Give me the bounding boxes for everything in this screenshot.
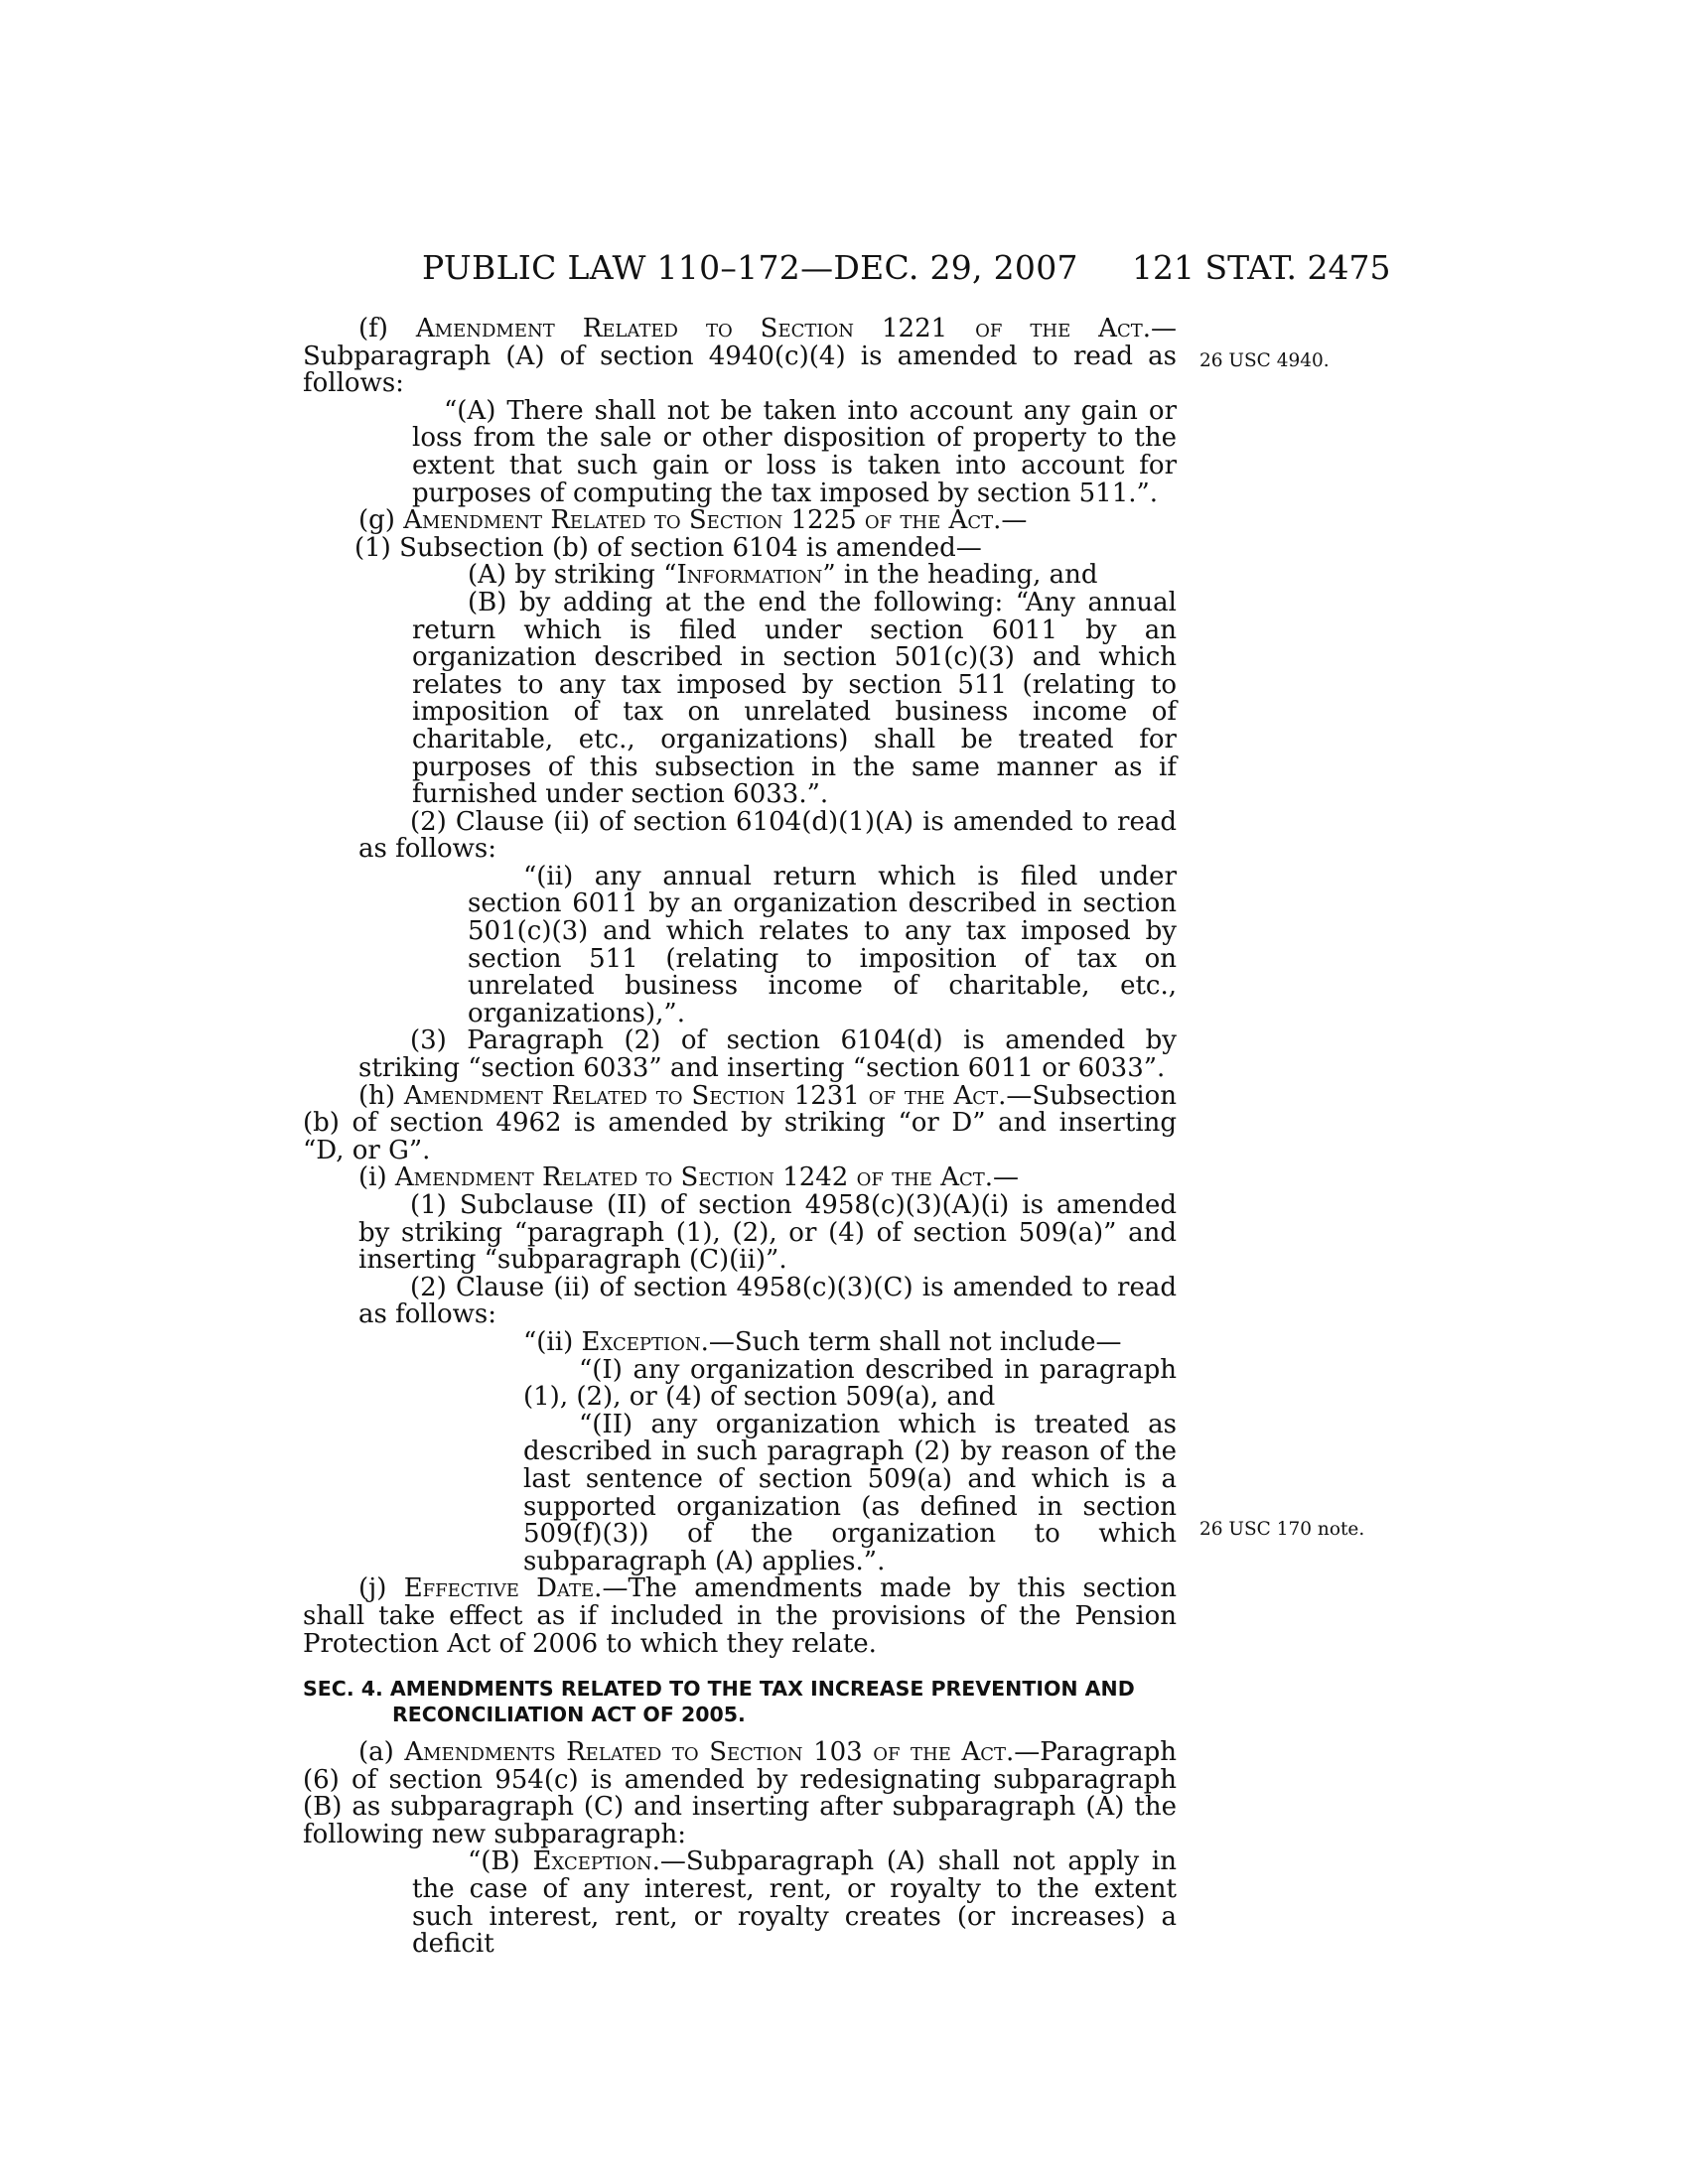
subsection-4a-heading: Amendments Related to Section 103 of the Act. <box>404 1737 1015 1768</box>
subsection-f-heading: Amendment Related to Section 1221 of the Act. <box>415 314 1151 343</box>
quoted-clause-ii: “(ii) any annual return which is filed under section 6011 by an organization described in section 501(c)(3) and which relates to any tax imposed by section 511 (relating to imposition of tax on unrelated business income of charitable, etc., organizations),”. <box>468 861 1177 1028</box>
paragraph-g3: (3) Paragraph (2) of section 6104(d) is amended by striking “section 6033” and inserting “section 6011 or 6033”. <box>358 1025 1177 1084</box>
subsection-i-heading: Amendment Related to Section 1242 of the Act. <box>394 1162 994 1193</box>
subparagraph-g1b: (B) by adding at the end the following: “Any annual return which is filed under section 6011 by an organization described in section 501(c)(3) and which relates to any tax imposed by section 511 (relating to imposition of tax on unrelated business income of charitable, etc., organizations) shall be treated for purposes of this subsection in the same manner as if furnished under section 6033.”. <box>412 587 1177 810</box>
quoted-exception: “(ii) Exception.—Such term shall not include— <box>523 1326 1122 1357</box>
quoted-subclause-I: “(I) any organization described in paragraph (1), (2), or (4) of section 509(a), and <box>523 1354 1177 1413</box>
quoted-exception-b: “(B) Exception.—Subparagraph (A) shall not apply in the case of any interest, rent, or royalty to the extent such interest, rent, or royalty creates (or increases) a deficit <box>412 1846 1177 1960</box>
subsection-j: (j) Effective Date.—The amendments made by this section shall take effect as if included in the provisions of the Pension Protection Act of 2006 to which they relate. <box>303 1573 1177 1659</box>
document-body <box>303 316 1177 1959</box>
paragraph-i1: (1) Subclause (II) of section 4958(c)(3)(A)(i) is amended by striking “paragraph (1), (2), or (4) of section 509(a)” and inserting “subparagraph (C)(ii)”. <box>358 1190 1177 1276</box>
subsection-h-heading: Amendment Related to Section 1231 of the Act. <box>403 1080 1007 1111</box>
subsection-g-heading: Amendment Related to Section 1225 of the Act. <box>403 505 1002 536</box>
paragraph-g1: (1) Subsection (b) of section 6104 is amended— <box>354 532 982 563</box>
subparagraph-g1a: (A) by striking “Information” in the heading, and <box>468 560 1098 591</box>
margin-note-usc-170: 26 USC 170 note. <box>1199 1519 1365 1540</box>
page-citation: 121 STAT. 2475 <box>1132 248 1391 287</box>
running-header-title: PUBLIC LAW 110–172—DEC. 29, 2007 <box>422 248 1078 287</box>
paragraph-g2: (2) Clause (ii) of section 6104(d)(1)(A) is amended to read as follows: <box>358 806 1177 865</box>
subsection-f: (f) Amendment Related to Section 1221 of the Act.—Subparagraph (A) of section 4940(c)(4) is amended to read as follows: <box>303 314 1177 399</box>
subsection-h: (h) Amendment Related to Section 1231 of the Act.—Subsection (b) of section 4962 is amended by striking “or D” and inserting “D, or G”. <box>303 1080 1178 1165</box>
subsection-g: (g) Amendment Related to Section 1225 of the Act.— <box>358 505 1028 536</box>
quoted-subclause-II: “(II) any organization which is treated as described in such paragraph (2) by reason of the last sentence of section 509(a) and which is a supported organization (as defined in section 509(f)(3)) of the organization to which subparagraph (A) applies.”. <box>523 1409 1177 1576</box>
subsection-i: (i) Amendment Related to Section 1242 of the Act.— <box>358 1162 1020 1193</box>
subsection-j-heading: Effective Date. <box>403 1573 603 1604</box>
paragraph-i2: (2) Clause (ii) of section 4958(c)(3)(C) is amended to read as follows: <box>358 1272 1177 1330</box>
subsection-4a: (a) Amendments Related to Section 103 of the Act.—Paragraph (6) of section 954(c) is amended by redesignating subparagraph (B) as subparagraph (C) and inserting after subparagraph (A) the following new subparagraph: <box>303 1737 1177 1849</box>
margin-note-usc-4940: 26 USC 4940. <box>1199 350 1330 371</box>
section-4-heading: SEC. 4. AMENDMENTS RELATED TO THE TAX INCREASE PREVENTION AND RECONCILIATION ACT OF 2005. <box>303 1677 1135 1727</box>
quoted-text-a: “(A) There shall not be taken into account any gain or loss from the sale or other disposition of property to the extent that such gain or loss is taken into account for purposes of computing the tax imposed by section 511.”. <box>412 395 1177 508</box>
